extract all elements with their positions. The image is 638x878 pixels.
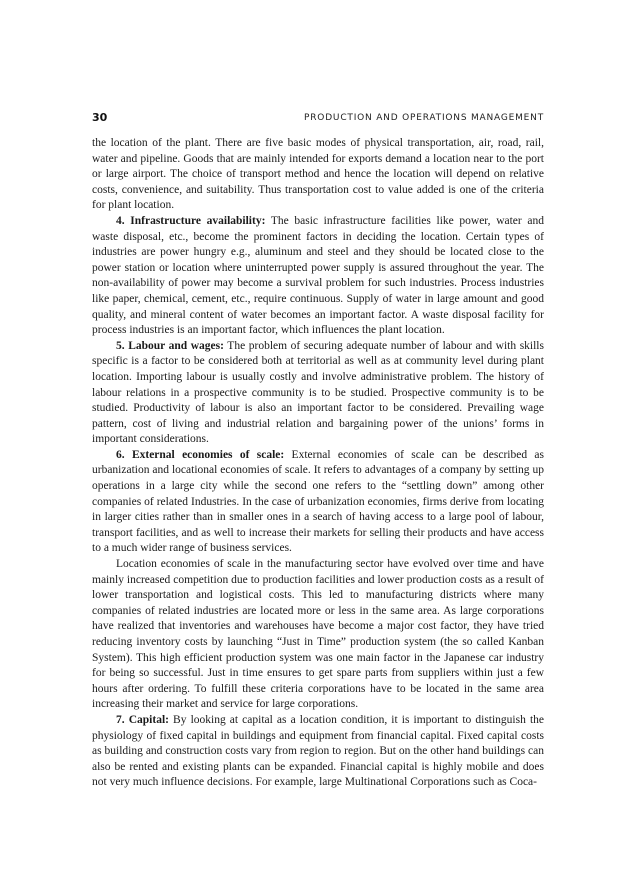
section-heading: 5. Labour and wages: — [116, 339, 224, 352]
paragraph-transport-continued — [92, 136, 544, 214]
page-number: 30 — [92, 111, 108, 124]
section-heading: 4. Infrastructure availability: — [116, 214, 266, 227]
paragraph-capital — [92, 713, 544, 791]
body-text — [92, 136, 544, 791]
paragraph-text: The basic infrastructure facilities like power, water and waste disposal, etc., become the prominent factors in deciding the location. Certain types of industries are power hungry e.g., aluminum and steel and they should be located close to the power station or location where uninterrupted power supply is assured throughout the year. The non-availability of power may become a survival problem for such industries. Process industries like paper, chemical, cement, etc., require continuous. Supply of water in large amount and good quality, and mineral content of water becomes an important factor. A waste disposal facility for process industries is an important factor, which influences the plant location. — [92, 214, 544, 337]
paragraph-text: External economies of scale can be described as urbanization and locational economies of scale. It refers to advantages of a company by setting up operations in a large city while the second one refers to the “settling down” among other companies of related Industries. In the case of urbanization economies, firms derive from locating in larger cities rather than in smaller ones in a search of having access to a large pool of labour, transport facilities, and as well to increase their markets for selling their products and have access to a much wider range of business services. — [92, 448, 544, 555]
paragraph-text: By looking at capital as a location condition, it is important to distinguish the physiology of fixed capital in buildings and equipment from financial capital. Fixed capital costs as building and construction costs vary from region to region. But on the other hand buildings can also be rented and existing plants can be expanded. Financial capital is highly mobile and does not very much influence decisions. For example, large Multinational Corporations such as Coca- — [92, 713, 544, 789]
section-heading: 6. External economies of scale: — [116, 448, 285, 461]
paragraph-location-economies — [92, 557, 544, 713]
paragraph-text: the location of the plant. There are five basic modes of physical transportation, air, road, rail, water and pipeline. Goods that are mainly intended for exports demand a location near to the port or large airport. The choice of transport method and hence the location will depend on relative costs, convenience, and suitability. Thus transportation cost to value added is one of the criteria for plant location. — [92, 137, 544, 212]
running-head: PRODUCTION AND OPERATIONS MANAGEMENT — [304, 113, 544, 123]
section-heading: 7. Capital: — [116, 713, 169, 726]
page-header — [92, 111, 544, 125]
paragraph-labour-and-wages — [92, 339, 544, 448]
paragraph-external-economies-of-scale — [92, 448, 544, 557]
paragraph-text: Location economies of scale in the manufacturing sector have evolved over time and have mainly increased competition due to production facilities and lower production costs as a result of lower transportation and logistical costs. This led to manufacturing districts where many companies of related industries are located more or less in the same area. As large corporations have realized that inventories and warehouses have become a major cost factor, they have tried reducing inventory costs by launching “Just in Time” production system (the so called Kanban System). This high efficient production system was one main factor in the Japanese car industry for being so successful. Just in time ensures to get spare parts from suppliers within just a few hours after ordering. To fulfill these criteria corporations have to be located in the same area increasing their market and service for large corporations. — [92, 558, 544, 711]
paragraph-infrastructure-availability — [92, 214, 544, 339]
paragraph-text: The problem of securing adequate number of labour and with skills specific is a factor to be considered both at territorial as well as at community level during plant location. Importing labour is usually costly and involve administrative problem. The history of labour relations in a prospective community is to be studied. Prospective community is to be studied. Productivity of labour is also an important factor to be considered. Prevailing wage pattern, cost of living and industrial relation and bargaining power of the unions’ forms in important considerations. — [92, 339, 544, 446]
